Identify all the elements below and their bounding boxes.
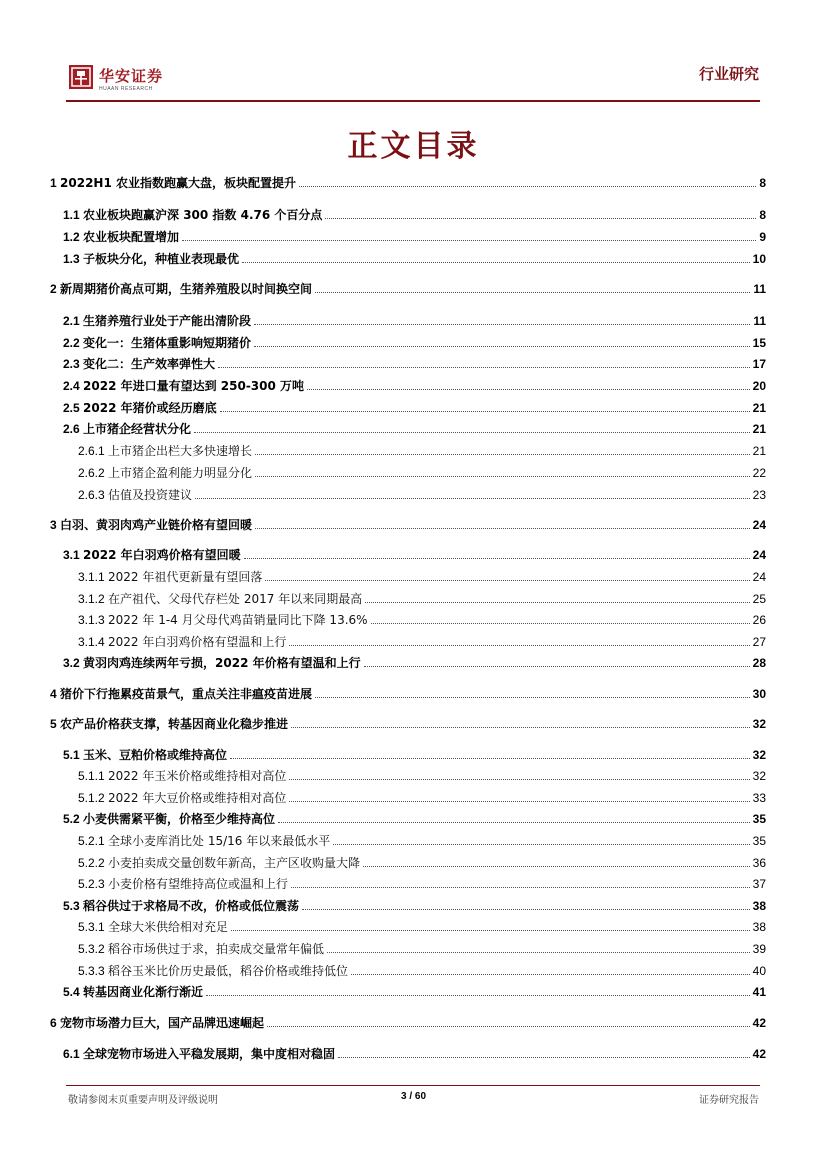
toc-entry-page: 40 [752, 964, 766, 978]
toc-entry-number: 5.2.3 [78, 877, 109, 891]
toc-entry-page: 37 [752, 877, 766, 891]
toc-entry-title: 上市猪企经营状分化 [83, 422, 192, 436]
toc-entry-2-5[interactable] [63, 399, 766, 415]
toc-entry-number: 6 [50, 1016, 61, 1030]
toc-entry-5-1[interactable] [63, 746, 766, 762]
header-divider [66, 100, 760, 102]
toc-entry-5-1-1[interactable] [78, 767, 766, 783]
toc-dot-leader [218, 366, 750, 368]
toc-entry-number: 3.2 [63, 656, 84, 670]
toc-entry-number: 3.1.4 [78, 635, 109, 649]
toc-dot-leader [230, 757, 750, 759]
toc-dot-leader [371, 622, 750, 624]
toc-entry-page: 32 [752, 748, 766, 762]
toc-entry-page: 32 [752, 717, 766, 731]
toc-dot-leader [307, 388, 750, 390]
toc-dot-leader [242, 261, 750, 263]
toc-entry-title: 玉米、豆粕价格或维持高位 [83, 748, 228, 762]
toc-entry-number: 3.1.3 [78, 613, 109, 627]
toc-entry-number: 2.6.2 [78, 466, 109, 480]
toc-entry-title: 宠物市场潜力巨大，国产品牌迅速崛起 [60, 1016, 265, 1030]
toc-entry-6-1[interactable] [63, 1045, 766, 1061]
toc-entry-number: 5.1.1 [78, 769, 109, 783]
toc-entry-title: 转基因商业化渐行渐近 [83, 985, 204, 999]
toc-entry-number: 2.6.3 [78, 488, 109, 502]
toc-entry-title: 估值及投资建议 [108, 488, 193, 502]
toc-entry-number: 5.3.2 [78, 942, 109, 956]
toc-entry-number: 1.3 [63, 252, 84, 266]
toc-dot-leader [194, 431, 750, 433]
toc-entry-number: 2.1 [63, 314, 84, 328]
toc-entry-2-6-3[interactable] [78, 486, 766, 502]
toc-entry-title: 2022 年白羽鸡价格有望回暖 [83, 548, 241, 562]
toc-entry-number: 5.1 [63, 748, 84, 762]
toc-dot-leader [255, 527, 750, 529]
toc-entry-2-2[interactable] [63, 334, 766, 350]
toc-entry-1-2[interactable] [63, 228, 766, 244]
toc-entry-page: 28 [752, 656, 766, 670]
toc-entry-page: 35 [752, 812, 766, 826]
toc-title: 正文目录 [347, 129, 480, 164]
toc-entry-title: 在产祖代、父母代存栏处 2017 年以来同期最高 [108, 592, 363, 606]
toc-entry-number: 1.2 [63, 230, 84, 244]
toc-entry-5-2-2[interactable] [78, 854, 766, 870]
toc-entry-page: 32 [752, 769, 766, 783]
toc-entry-number: 2.6 [63, 422, 84, 436]
toc-entry-5-2[interactable] [63, 810, 766, 826]
toc-entry-2-6-1[interactable] [78, 442, 766, 458]
toc-entry-title: 稻谷玉米比价历史最低，稻谷价格或维持低位 [108, 964, 349, 978]
toc-entry-number: 5.2 [63, 812, 84, 826]
toc-entry-3-2[interactable] [63, 654, 766, 670]
toc-entry-number: 5 [50, 717, 61, 731]
toc-entry-5-3-1[interactable] [78, 918, 766, 934]
toc-entry-title: 2022 年大豆价格或维持相对高位 [108, 791, 287, 805]
toc-dot-leader [338, 1056, 750, 1058]
toc-entry-title: 变化一：生猪体重影响短期猪价 [83, 336, 252, 350]
footer-report-label: 证券研究报告 [699, 1095, 759, 1106]
toc-entry-page: 35 [752, 834, 766, 848]
toc-entry-page: 11 [753, 282, 766, 296]
toc-entry-page: 39 [752, 942, 766, 956]
toc-entry-number: 3 [50, 518, 61, 532]
toc-dot-leader [302, 908, 750, 910]
toc-entry-number: 6.1 [63, 1047, 84, 1061]
toc-dot-leader [325, 217, 756, 219]
toc-entry-page: 21 [752, 401, 766, 415]
toc-dot-leader [291, 726, 750, 728]
toc-entry-page: 30 [752, 687, 766, 701]
toc-entry-number: 2.5 [63, 401, 84, 415]
toc-dot-leader [289, 778, 749, 780]
toc-entry-page: 33 [752, 791, 766, 805]
toc-dot-leader [363, 865, 750, 867]
toc-entry-number: 5.3 [63, 899, 84, 913]
toc-entry-page: 26 [752, 613, 766, 627]
toc-dot-leader [333, 843, 749, 845]
toc-entry-3-1-4[interactable] [78, 633, 766, 649]
toc-entry-page: 8 [759, 176, 766, 190]
toc-entry-page: 24 [752, 518, 766, 532]
toc-dot-leader [278, 821, 750, 823]
toc-entry-number: 2.4 [63, 379, 84, 393]
toc-entry-title: 2022H1 农业指数跑赢大盘，板块配置提升 [60, 176, 296, 190]
toc-entry-title: 全球大米供给相对充足 [108, 920, 229, 934]
toc-entry-3-1-1[interactable] [78, 568, 766, 584]
toc-entry-page: 21 [752, 422, 766, 436]
toc-entry-number: 5.4 [63, 985, 84, 999]
toc-entry-page: 36 [752, 856, 766, 870]
toc-entry-title: 2022 年 1-4 月父母代鸡苗销量同比下降 13.6% [108, 613, 368, 627]
toc-entry-4[interactable] [50, 685, 766, 701]
toc-dot-leader [244, 557, 750, 559]
toc-dot-leader [231, 929, 750, 931]
toc-entry-number: 5.3.1 [78, 920, 109, 934]
toc-entry-page: 25 [752, 592, 766, 606]
toc-dot-leader [315, 291, 750, 293]
toc-entry-5-1-2[interactable] [78, 789, 766, 805]
toc-entry-6[interactable] [50, 1014, 766, 1030]
toc-entry-1-1[interactable] [63, 206, 766, 222]
toc-entry-page: 20 [752, 379, 766, 393]
toc-dot-leader [289, 800, 749, 802]
toc-entry-1[interactable] [50, 174, 766, 190]
toc-dot-leader [327, 951, 750, 953]
toc-entry-5-2-3[interactable] [78, 875, 766, 891]
toc-dot-leader [195, 497, 750, 499]
toc-entry-2-3[interactable] [63, 355, 766, 371]
toc-entry-number: 1 [50, 176, 61, 190]
toc-entry-title: 子板块分化，种植业表现最优 [83, 252, 240, 266]
toc-entry-5-3[interactable] [63, 897, 766, 913]
toc-entry-title: 2022 年进口量有望达到 250-300 万吨 [83, 379, 305, 393]
toc-dot-leader [289, 644, 749, 646]
toc-entry-number: 4 [50, 687, 61, 701]
toc-entry-page: 24 [752, 548, 766, 562]
toc-entry-title: 农产品价格获支撑，转基因商业化稳步推进 [60, 717, 289, 731]
toc-entry-title: 小麦价格有望维持高位或温和上行 [108, 877, 289, 891]
toc-entry-page: 21 [752, 444, 766, 458]
toc-entry-number: 3.1 [63, 548, 84, 562]
toc-entry-title: 上市猪企盈利能力明显分化 [108, 466, 253, 480]
toc-entry-page: 27 [752, 635, 766, 649]
toc-dot-leader [254, 323, 750, 325]
toc-entry-number: 5.2.1 [78, 834, 109, 848]
toc-entry-5-3-3[interactable] [78, 962, 766, 978]
toc-dot-leader [255, 475, 750, 477]
toc-entry-title: 农业板块配置增加 [83, 230, 180, 244]
toc-entry-3-1[interactable] [63, 546, 766, 562]
toc-entry-title: 小麦拍卖成交量创数年新高，主产区收购量大降 [108, 856, 361, 870]
toc-entry-title: 小麦供需紧平衡，价格至少维持高位 [83, 812, 276, 826]
logo-text: 华安证券 [99, 67, 164, 85]
toc-entry-page: 42 [752, 1016, 766, 1030]
page-number: 3 / 60 [400, 1091, 427, 1102]
report-type-label: 行业研究 [698, 65, 759, 83]
toc-entry-title: 生猪养殖行业处于产能出清阶段 [83, 314, 252, 328]
toc-entry-number: 1.1 [63, 208, 84, 222]
toc-entry-5-4[interactable] [63, 983, 766, 999]
toc-entry-title: 上市猪企出栏大多快速增长 [108, 444, 253, 458]
footer-disclaimer: 敬请参阅末页重要声明及评级说明 [68, 1095, 218, 1106]
toc-dot-leader [265, 579, 749, 581]
toc-entry-title: 黄羽肉鸡连续两年亏损，2022 年价格有望温和上行 [83, 656, 361, 670]
toc-entry-number: 5.2.2 [78, 856, 109, 870]
logo-subtext: HUAAN RESEARCH [99, 86, 153, 92]
toc-dot-leader [267, 1025, 750, 1027]
toc-entry-2[interactable] [50, 280, 766, 296]
toc-entry-page: 42 [752, 1047, 766, 1061]
toc-entry-page: 22 [752, 466, 766, 480]
toc-entry-number: 2.6.1 [78, 444, 109, 458]
toc-entry-1-3[interactable] [63, 250, 766, 266]
toc-entry-page: 41 [752, 985, 766, 999]
toc-dot-leader [255, 453, 750, 455]
toc-entry-title: 白羽、黄羽肉鸡产业链价格有望回暖 [60, 518, 253, 532]
toc-entry-2-6-2[interactable] [78, 464, 766, 480]
toc-dot-leader [291, 886, 750, 888]
toc-entry-page: 10 [752, 252, 766, 266]
toc-entry-title: 2022 年白羽鸡价格有望温和上行 [108, 635, 287, 649]
toc-entry-page: 15 [752, 336, 766, 350]
toc-entry-number: 3.1.2 [78, 592, 109, 606]
toc-entry-number: 2.3 [63, 357, 84, 371]
page-header [0, 0, 827, 110]
toc-dot-leader [351, 973, 750, 975]
toc-entry-number: 2.2 [63, 336, 84, 350]
toc-entry-page: 38 [752, 920, 766, 934]
toc-entry-2-6[interactable] [63, 420, 766, 436]
toc-entry-number: 5.3.3 [78, 964, 109, 978]
toc-dot-leader [220, 410, 750, 412]
toc-dot-leader [182, 239, 756, 241]
toc-entry-title: 稻谷市场供过于求，拍卖成交量常年偏低 [108, 942, 325, 956]
toc-dot-leader [315, 696, 750, 698]
toc-entry-page: 9 [759, 230, 766, 244]
footer-divider [66, 1085, 760, 1086]
toc-entry-2-1[interactable] [63, 312, 766, 328]
toc-entry-5-3-2[interactable] [78, 940, 766, 956]
toc-entry-number: 2 [50, 282, 61, 296]
toc-entry-page: 38 [752, 899, 766, 913]
toc-entry-title: 2022 年猪价或经历磨底 [83, 401, 217, 415]
toc-entry-title: 农业板块跑赢沪深 300 指数 4.76 个百分点 [83, 208, 323, 222]
toc-dot-leader [364, 665, 750, 667]
company-logo [68, 64, 168, 98]
toc-dot-leader [365, 601, 749, 603]
toc-entry-page: 11 [753, 314, 766, 328]
toc-entry-title: 新周期猪价高点可期，生猪养殖股以时间换空间 [60, 282, 313, 296]
toc-entry-3-1-2[interactable] [78, 590, 766, 606]
toc-entry-title: 2022 年祖代更新量有望回落 [108, 570, 263, 584]
toc-entry-number: 3.1.1 [78, 570, 109, 584]
toc-entry-page: 17 [752, 357, 766, 371]
toc-entry-title: 猪价下行拖累疫苗景气，重点关注非瘟疫苗进展 [60, 687, 313, 701]
toc-entry-2-4[interactable] [63, 377, 766, 393]
toc-entry-title: 稻谷供过于求格局不改，价格或低位震荡 [83, 899, 300, 913]
toc-entry-3[interactable] [50, 516, 766, 532]
toc-entry-page: 24 [752, 570, 766, 584]
toc-dot-leader [299, 185, 756, 187]
toc-dot-leader [206, 994, 750, 996]
toc-entry-title: 变化二：生产效率弹性大 [83, 357, 216, 371]
toc-entry-page: 8 [759, 208, 766, 222]
toc-entry-title: 全球小麦库消比处 15/16 年以来最低水平 [108, 834, 331, 848]
toc-entry-page: 23 [752, 488, 766, 502]
toc-entry-title: 2022 年玉米价格或维持相对高位 [108, 769, 287, 783]
toc-entry-3-1-3[interactable] [78, 611, 766, 627]
toc-entry-5-2-1[interactable] [78, 832, 766, 848]
toc-entry-title: 全球宠物市场进入平稳发展期，集中度相对稳固 [83, 1047, 336, 1061]
toc-entry-number: 5.1.2 [78, 791, 109, 805]
logo-mark-icon [68, 64, 94, 90]
toc-dot-leader [254, 345, 750, 347]
toc-entry-5[interactable] [50, 715, 766, 731]
